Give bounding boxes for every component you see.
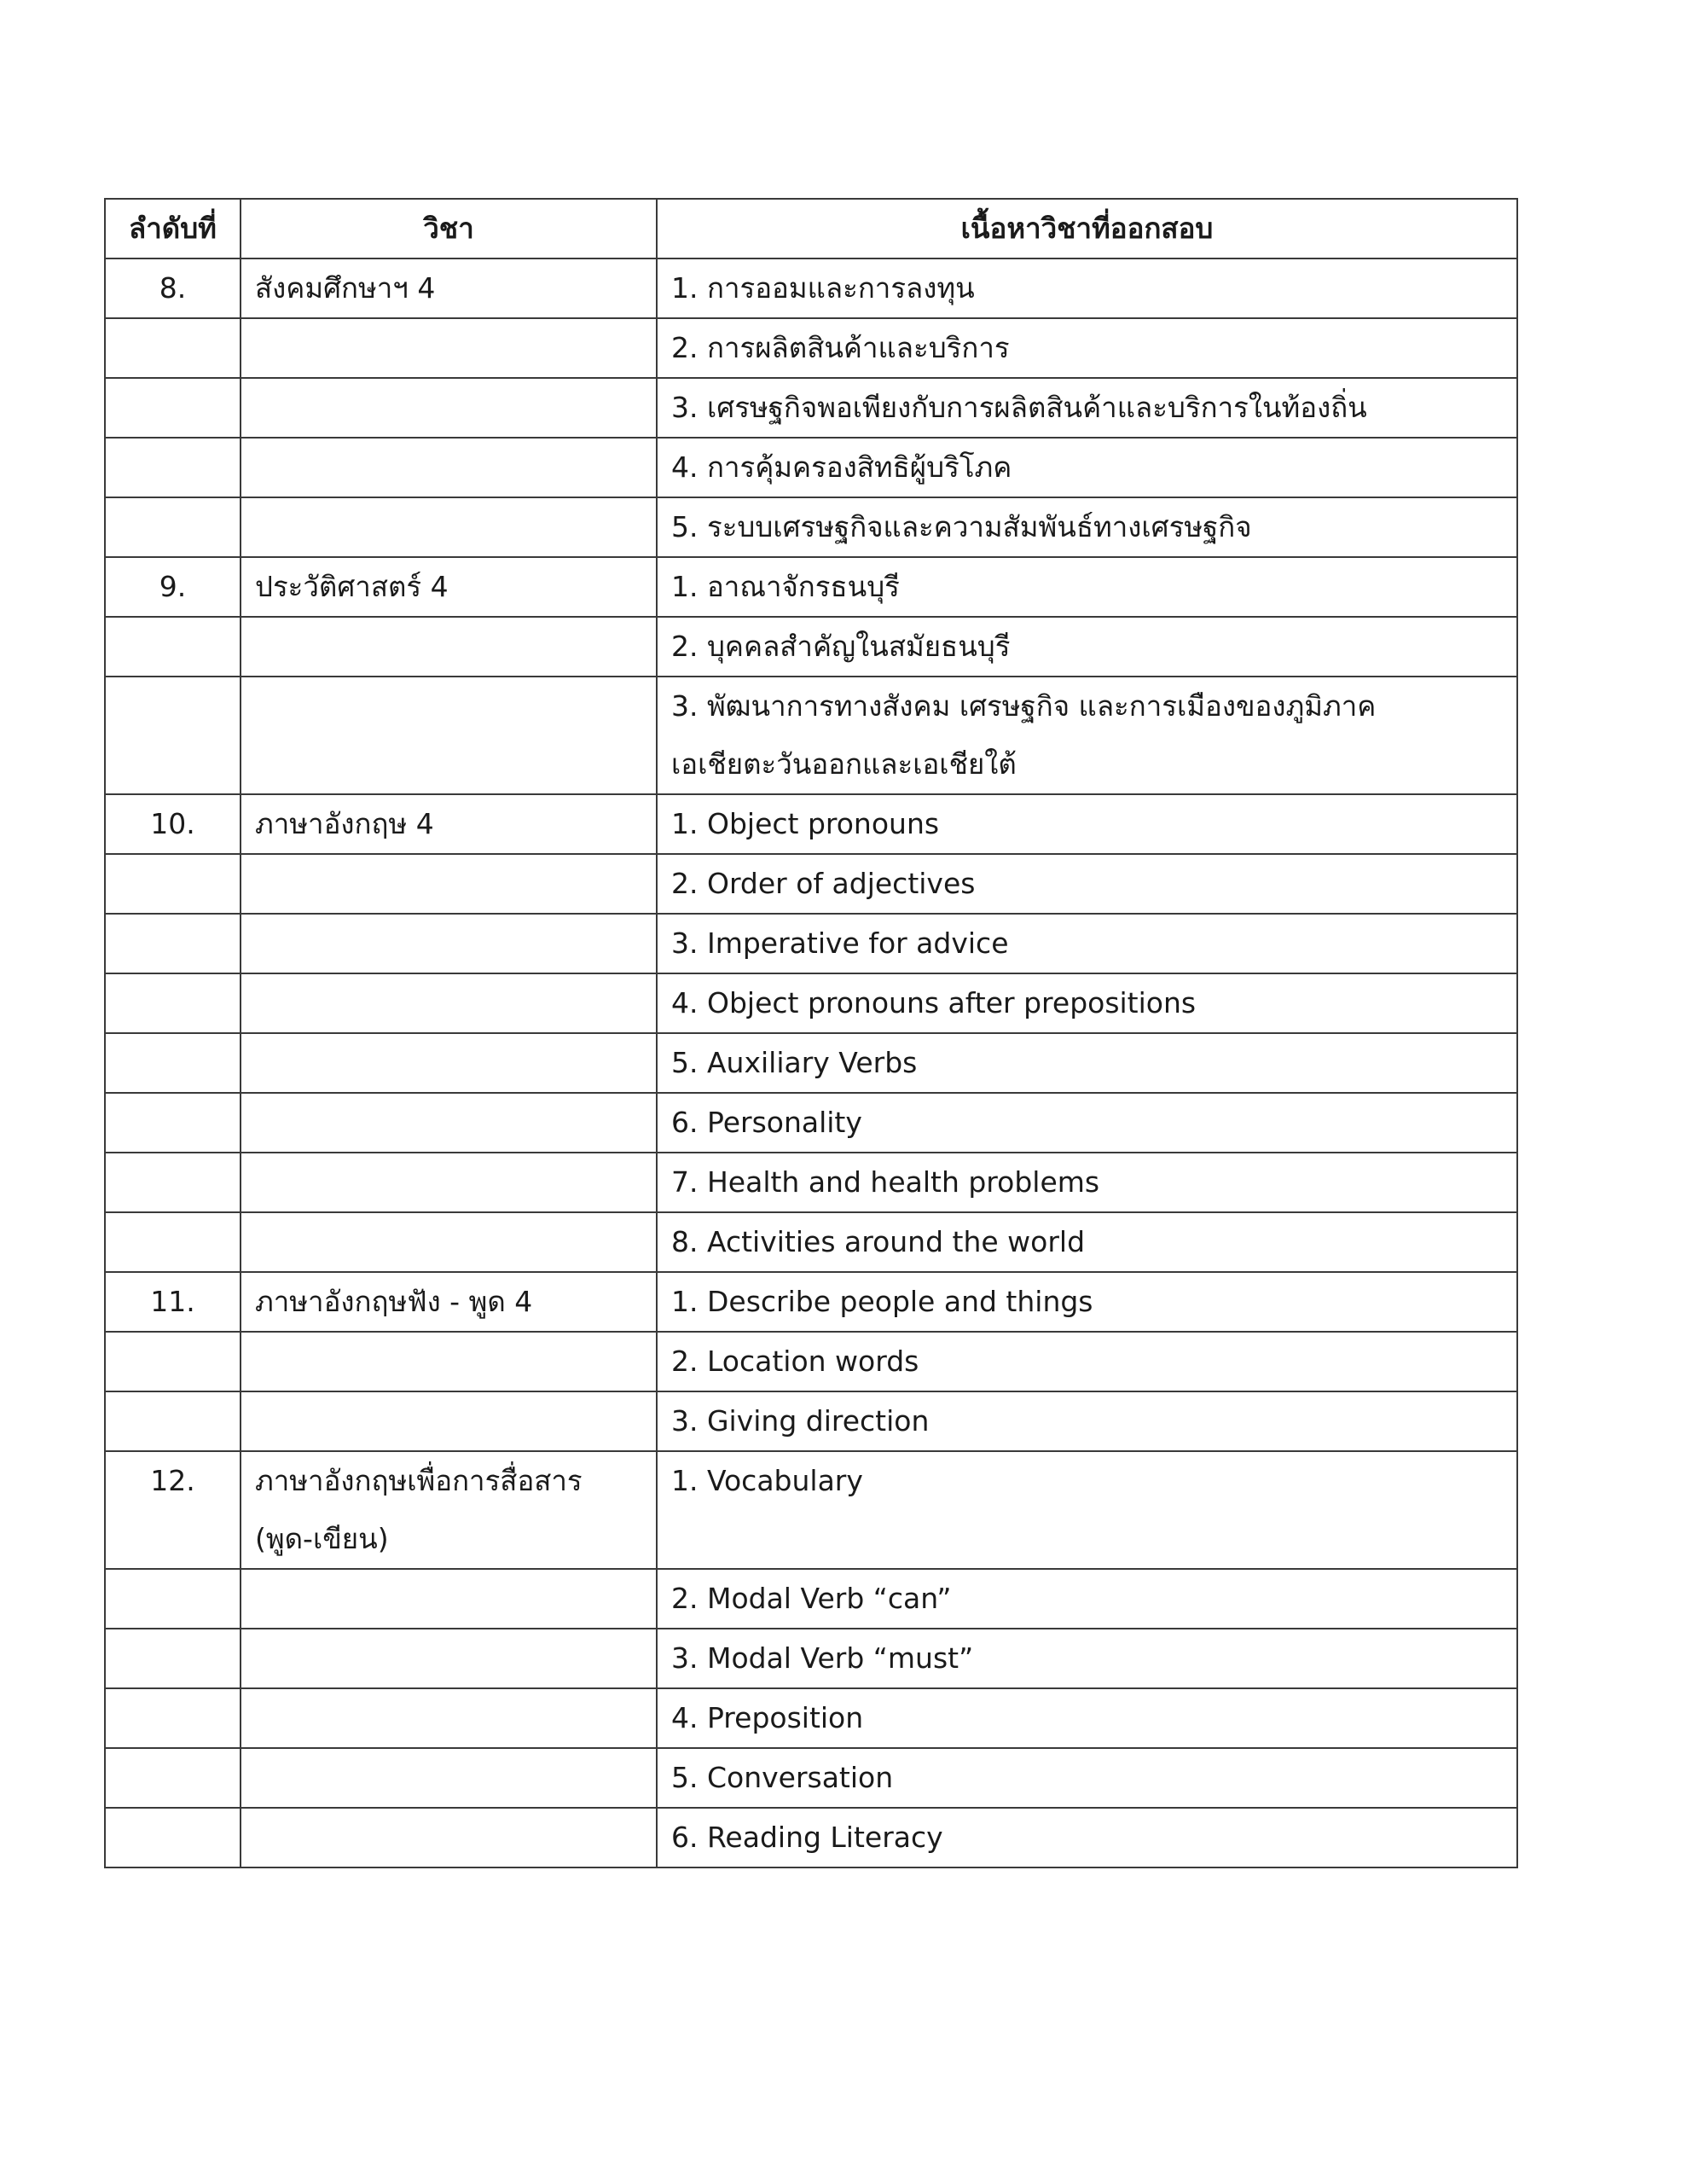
subject-cell <box>241 617 657 677</box>
topic-cell <box>657 557 1517 617</box>
topic-line: 4. การคุ้มครองสิทธิผู้บริโภค <box>671 450 1012 484</box>
topic-cell <box>657 677 1517 794</box>
topic-line: 5. ระบบเศรษฐกิจและความสัมพันธ์ทางเศรษฐกิจ <box>671 510 1252 543</box>
topic-line: 1. Describe people and things <box>671 1285 1093 1318</box>
topic-cell <box>657 973 1517 1033</box>
topic-cell <box>657 1629 1517 1688</box>
topic-line: 1. อาณาจักรธนบุรี <box>671 570 900 603</box>
order-cell <box>105 1332 241 1391</box>
table-row <box>105 1688 1517 1748</box>
subject-cell <box>241 1629 657 1688</box>
table-row <box>105 677 1517 794</box>
order-cell <box>105 1688 241 1748</box>
topic-line: 2. บุคคลสำคัญในสมัยธนบุรี <box>671 630 1011 663</box>
table-row <box>105 1332 1517 1391</box>
table-row <box>105 854 1517 914</box>
order-cell <box>105 1748 241 1808</box>
table-body <box>105 258 1517 1867</box>
table-row <box>105 557 1517 617</box>
topic-line: 3. Giving direction <box>671 1404 930 1438</box>
subject-cell <box>241 1153 657 1212</box>
topic-line: 8. Activities around the world <box>671 1225 1086 1258</box>
order-cell <box>105 1212 241 1272</box>
topic-cell <box>657 1212 1517 1272</box>
topic-cell <box>657 854 1517 914</box>
subject-cell <box>241 318 657 378</box>
table-row <box>105 1391 1517 1451</box>
topic-line: 2. Modal Verb “can” <box>671 1582 952 1615</box>
topic-cell <box>657 1808 1517 1867</box>
topic-line: 2. Location words <box>671 1345 919 1378</box>
order-cell: 9. <box>105 557 241 617</box>
topic-line: 1. การออมและการลงทุน <box>671 271 975 305</box>
topic-cell <box>657 1569 1517 1629</box>
order-cell <box>105 677 241 794</box>
subject-cell <box>241 973 657 1033</box>
topic-cell <box>657 1033 1517 1093</box>
table-row <box>105 1033 1517 1093</box>
subject-cell <box>241 1569 657 1629</box>
topic-line: 5. Conversation <box>671 1761 894 1794</box>
subject-cell <box>241 1391 657 1451</box>
order-cell: 11. <box>105 1272 241 1332</box>
subject-cell <box>241 1332 657 1391</box>
table-row <box>105 617 1517 677</box>
table-row <box>105 438 1517 497</box>
topic-cell <box>657 794 1517 854</box>
topic-cell <box>657 1451 1517 1569</box>
order-cell <box>105 617 241 677</box>
topic-line: 1. Vocabulary <box>671 1464 863 1497</box>
topic-line: 4. Preposition <box>671 1701 864 1734</box>
order-cell <box>105 1033 241 1093</box>
order-cell <box>105 1808 241 1867</box>
subject-cell <box>241 854 657 914</box>
table-row <box>105 1629 1517 1688</box>
topic-cell <box>657 1153 1517 1212</box>
table-row <box>105 258 1517 318</box>
subject-cell <box>241 258 657 318</box>
order-cell <box>105 914 241 973</box>
table-row <box>105 497 1517 557</box>
order-cell <box>105 1629 241 1688</box>
subject-line: สังคมศึกษาฯ 4 <box>255 271 436 305</box>
subject-cell <box>241 378 657 438</box>
topic-cell <box>657 318 1517 378</box>
topic-line: เอเชียตะวันออกและเอเชียใต้ <box>671 747 1017 781</box>
header-subject: วิชา <box>241 199 657 258</box>
order-cell <box>105 438 241 497</box>
subject-cell <box>241 1272 657 1332</box>
subject-cell <box>241 914 657 973</box>
topic-cell <box>657 1391 1517 1451</box>
subject-cell <box>241 1033 657 1093</box>
topic-line: 6. Reading Literacy <box>671 1821 943 1854</box>
topic-line: 1. Object pronouns <box>671 807 940 840</box>
table-row <box>105 318 1517 378</box>
topic-cell <box>657 1748 1517 1808</box>
topic-cell <box>657 617 1517 677</box>
order-cell <box>105 973 241 1033</box>
subject-line: ภาษาอังกฤษเพื่อการสื่อสาร <box>255 1464 583 1497</box>
order-cell <box>105 854 241 914</box>
subject-cell <box>241 794 657 854</box>
order-cell <box>105 497 241 557</box>
subject-line: (พูด-เขียน) <box>255 1522 389 1555</box>
topic-cell <box>657 1332 1517 1391</box>
subject-cell <box>241 1688 657 1748</box>
subject-line: ภาษาอังกฤษฟัง - พูด 4 <box>255 1285 533 1318</box>
subject-cell <box>241 438 657 497</box>
topic-line: 6. Personality <box>671 1106 862 1139</box>
topic-cell <box>657 914 1517 973</box>
table-row <box>105 1272 1517 1332</box>
subject-cell <box>241 1808 657 1867</box>
table-row <box>105 914 1517 973</box>
topic-line: 5. Auxiliary Verbs <box>671 1046 918 1079</box>
topic-cell <box>657 497 1517 557</box>
order-cell: 10. <box>105 794 241 854</box>
table-row <box>105 378 1517 438</box>
subject-cell <box>241 1451 657 1569</box>
topic-line: 3. เศรษฐกิจพอเพียงกับการผลิตสินค้าและบริการในท้องถิ่น <box>671 391 1367 424</box>
table-row <box>105 1808 1517 1867</box>
subject-cell <box>241 1748 657 1808</box>
table-header-row <box>105 199 1517 258</box>
order-cell <box>105 1153 241 1212</box>
subject-line: ภาษาอังกฤษ 4 <box>255 807 434 840</box>
table-row <box>105 1093 1517 1153</box>
header-topic: เนื้อหาวิชาที่ออกสอบ <box>657 199 1517 258</box>
table-row <box>105 1451 1517 1569</box>
subject-cell <box>241 557 657 617</box>
order-cell <box>105 1569 241 1629</box>
topic-line: 2. Order of adjectives <box>671 867 976 900</box>
table-row <box>105 1569 1517 1629</box>
topic-cell <box>657 1688 1517 1748</box>
topic-line: 2. การผลิตสินค้าและบริการ <box>671 331 1010 364</box>
topic-cell <box>657 1093 1517 1153</box>
topic-line: 3. Imperative for advice <box>671 926 1009 960</box>
exam-content-table <box>104 198 1518 1868</box>
topic-cell <box>657 1272 1517 1332</box>
order-cell <box>105 378 241 438</box>
subject-cell <box>241 1093 657 1153</box>
order-cell <box>105 1093 241 1153</box>
header-order: ลำดับที่ <box>105 199 241 258</box>
topic-line: 4. Object pronouns after prepositions <box>671 986 1197 1019</box>
topic-line: 3. Modal Verb “must” <box>671 1641 974 1675</box>
topic-cell <box>657 378 1517 438</box>
order-cell <box>105 1391 241 1451</box>
topic-cell <box>657 258 1517 318</box>
subject-line: ประวัติศาสตร์ 4 <box>255 570 449 603</box>
table-row <box>105 1748 1517 1808</box>
order-cell: 8. <box>105 258 241 318</box>
table-row <box>105 1153 1517 1212</box>
topic-line: 7. Health and health problems <box>671 1165 1100 1199</box>
subject-cell <box>241 497 657 557</box>
table-row <box>105 794 1517 854</box>
order-cell <box>105 318 241 378</box>
topic-line: 3. พัฒนาการทางสังคม เศรษฐกิจ และการเมืองของภูมิภาค <box>671 689 1377 723</box>
topic-cell <box>657 438 1517 497</box>
table-row <box>105 973 1517 1033</box>
table-row <box>105 1212 1517 1272</box>
order-cell: 12. <box>105 1451 241 1569</box>
subject-cell <box>241 1212 657 1272</box>
subject-cell <box>241 677 657 794</box>
